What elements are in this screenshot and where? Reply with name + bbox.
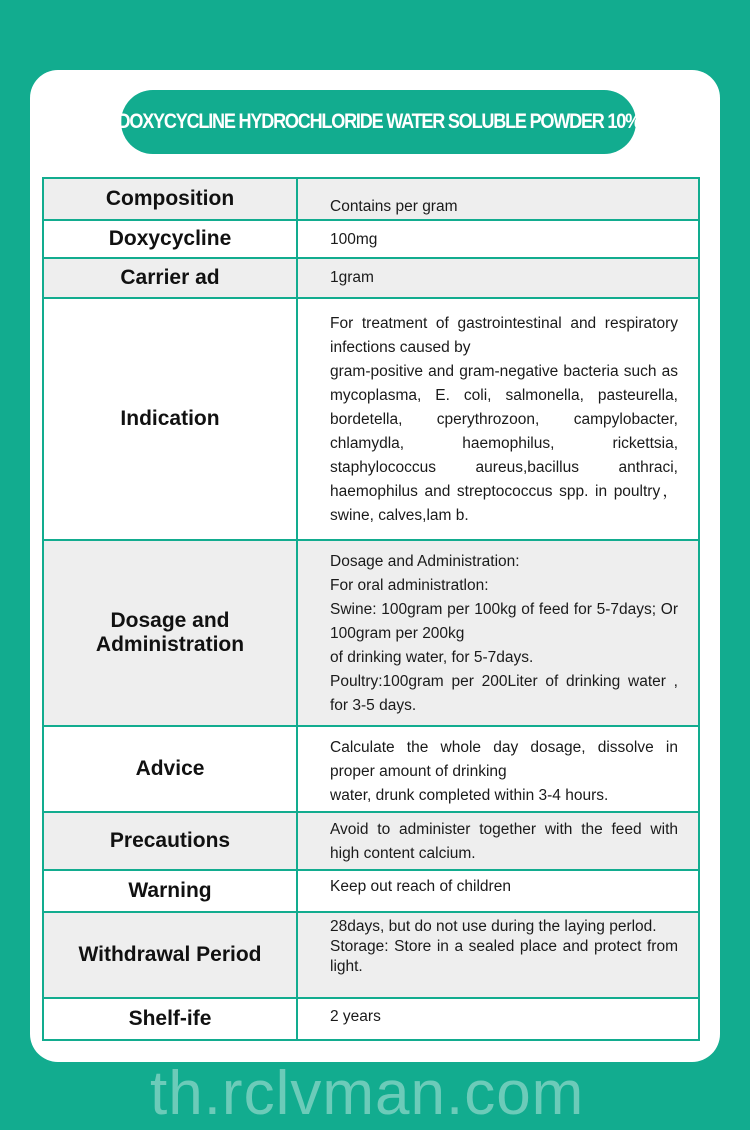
- value-line: 1gram: [330, 269, 374, 286]
- value-line: For oral administratlon:: [330, 577, 489, 594]
- row-label: Dosage and Administration: [43, 540, 297, 726]
- row-label: Advice: [43, 726, 297, 812]
- value-line: Keep out reach of children: [330, 878, 511, 895]
- row-value: [297, 870, 699, 912]
- row-label: Doxycycline: [43, 220, 297, 258]
- row-value: [297, 298, 699, 540]
- value-line: Swine: 100gram per 100kg of feed for 5-7days; Or 100gram per 200kg: [330, 601, 678, 642]
- value-line: 2 years: [330, 1008, 381, 1025]
- row-label: Withdrawal Period: [43, 912, 297, 998]
- row-label: Indication: [43, 298, 297, 540]
- value-line: Dosage and Administration:: [330, 553, 520, 570]
- table-row: [43, 298, 699, 540]
- title-banner: [117, 90, 640, 154]
- value-line: Avoid to administer together with the feed with high content calcium.: [330, 821, 678, 862]
- value-line: Contains per gram: [330, 198, 458, 215]
- value-line: 28days, but do not use during the laying perlod.: [330, 918, 657, 935]
- table-row: [43, 726, 699, 812]
- row-value: [297, 726, 699, 812]
- table-row: [43, 812, 699, 870]
- table-row: [43, 178, 699, 220]
- table-row: [43, 540, 699, 726]
- row-value: [297, 998, 699, 1040]
- value-line: of drinking water, for 5-7days.: [330, 649, 534, 666]
- table-row: [43, 258, 699, 298]
- product-title: DOXYCYCLINE HYDROCHLORIDE WATER SOLUBLE POWDER 10%: [117, 110, 640, 133]
- value-line: Storage: Store in a sealed place and protect from light.: [330, 938, 678, 975]
- table-row: [43, 220, 699, 258]
- row-label: Composition: [43, 178, 297, 220]
- row-value: [297, 220, 699, 258]
- row-value: [297, 540, 699, 726]
- table-row: [43, 998, 699, 1040]
- value-line: water, drunk completed within 3-4 hours.: [330, 787, 609, 804]
- spec-table: [42, 177, 700, 1041]
- row-label: Shelf-ife: [43, 998, 297, 1040]
- value-line: For treatment of gastrointestinal and respiratory infections caused by: [330, 315, 678, 356]
- table-row: [43, 912, 699, 998]
- row-label: Warning: [43, 870, 297, 912]
- row-value: [297, 178, 699, 220]
- row-value: [297, 912, 699, 998]
- row-value: [297, 812, 699, 870]
- watermark-text: th.rclvman.com: [150, 1059, 585, 1128]
- table-row: [43, 870, 699, 912]
- row-value: [297, 258, 699, 298]
- value-line: Calculate the whole day dosage, dissolve in proper amount of drinking: [330, 739, 678, 780]
- value-line: Poultry:100gram per 200Liter of drinking water , for 3-5 days.: [330, 673, 678, 714]
- value-line: gram-positive and gram-negative bacteria such as mycoplasma, E. coli, salmonella, pasteurella, bordetella, cperythrozoon, campylobacter, chlamydla, haemophilus, rickettsia, staphylococcus aureus,bacillus anthraci, haemophilus and streptococcus spp. in poultry，swine, calves,lam b.: [330, 363, 678, 524]
- value-line: 100mg: [330, 231, 378, 248]
- row-label: Carrier ad: [43, 258, 297, 298]
- row-label: Precautions: [43, 812, 297, 870]
